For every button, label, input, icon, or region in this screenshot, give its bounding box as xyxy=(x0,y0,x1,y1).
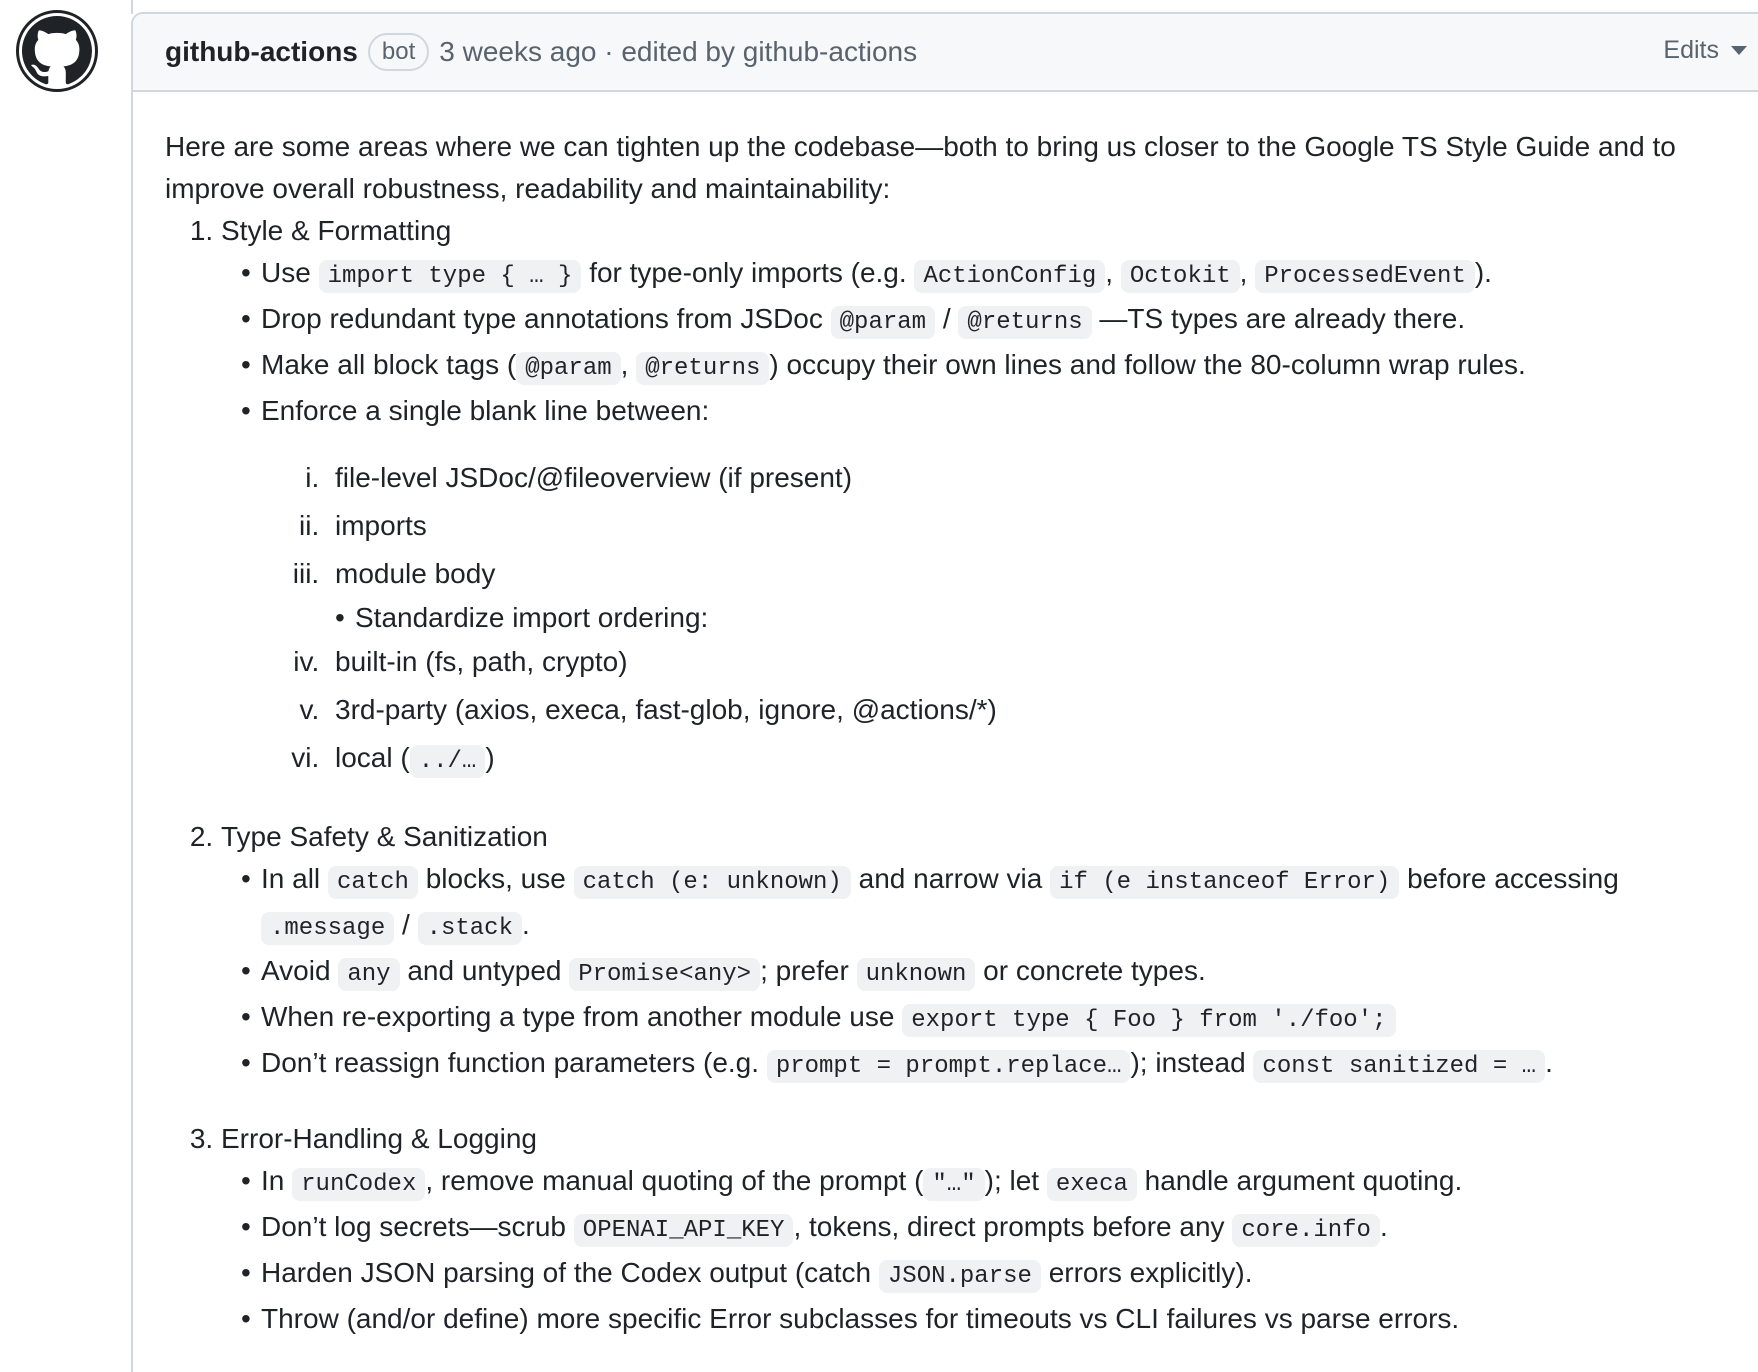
caret-down-icon xyxy=(1731,46,1747,55)
list-item xyxy=(241,1252,1751,1298)
comment-meta[interactable]: 3 weeks ago · edited by github-actions xyxy=(439,36,918,67)
avatar[interactable] xyxy=(16,10,98,92)
inline-code: catch xyxy=(328,866,418,899)
text: —TS types are already there. xyxy=(1091,303,1466,334)
section-title: 3. Error-Handling & Logging xyxy=(221,1123,537,1154)
list-item xyxy=(241,252,1751,298)
list-item: • Standardize import ordering: xyxy=(335,598,1751,638)
section-title: 2. Type Safety & Sanitization xyxy=(221,821,548,852)
text: In xyxy=(261,1165,293,1196)
list-item xyxy=(241,344,1751,390)
edits-dropdown[interactable] xyxy=(1663,36,1747,65)
text: before accessing xyxy=(1399,863,1619,894)
text: , xyxy=(1105,257,1121,288)
list-item xyxy=(241,1206,1751,1252)
bullet-list xyxy=(221,858,1751,1088)
text: and untyped xyxy=(399,955,570,986)
text: . xyxy=(1545,1047,1553,1078)
text: / xyxy=(935,303,959,334)
intro-paragraph: Here are some areas where we can tighten up the codebase—both to bring us closer to the Google TS Style Guide and to improve overall robustness, readability and maintainability: xyxy=(165,131,1676,204)
list-item xyxy=(241,858,1751,950)
inline-code: ProcessedEvent xyxy=(1255,260,1475,293)
text: Drop redundant type annotations from JSDoc xyxy=(261,303,831,334)
text: ) occupy their own lines and follow the 80-column wrap rules. xyxy=(769,349,1526,380)
section-type-safety xyxy=(221,816,1751,1088)
list-item xyxy=(241,996,1751,1042)
comment-body xyxy=(133,92,1758,1340)
text: ); instead xyxy=(1130,1047,1254,1078)
text: ; prefer xyxy=(760,955,857,986)
inline-code: unknown xyxy=(857,958,976,991)
text: or concrete types. xyxy=(975,955,1206,986)
inline-code: catch (e: unknown) xyxy=(574,866,851,899)
github-octocat-icon xyxy=(22,16,92,86)
inline-code: any xyxy=(338,958,399,991)
section-title: 1. Style & Formatting xyxy=(221,215,452,246)
text: and narrow via xyxy=(850,863,1051,894)
inline-code: execa xyxy=(1047,1168,1137,1201)
inline-code: @param xyxy=(516,352,620,385)
text: Use xyxy=(261,257,319,288)
list-item: ii. imports xyxy=(327,502,1751,550)
list-item xyxy=(241,1042,1751,1088)
inline-code: ActionConfig xyxy=(914,260,1105,293)
section-error-handling xyxy=(221,1118,1751,1340)
text: for type-only imports (e.g. xyxy=(581,257,915,288)
text: When re-exporting a type from another module use xyxy=(261,1001,903,1032)
text: In all xyxy=(261,863,328,894)
list-item: i. file-level JSDoc/@fileoverview (if present) xyxy=(327,454,1751,502)
list-item: v. 3rd-party (axios, execa, fast-glob, ignore, @actions/*) xyxy=(327,686,1751,734)
inline-code: import type { … } xyxy=(319,260,582,293)
list-item: • Throw (and/or define) more specific Error subclasses for timeouts vs CLI failures vs parse errors. xyxy=(241,1298,1751,1340)
inline-code: const sanitized = … xyxy=(1253,1050,1545,1083)
text: , xyxy=(1239,257,1256,288)
text: Harden JSON parsing of the Codex output (catch xyxy=(261,1257,879,1288)
text: handle argument quoting. xyxy=(1136,1165,1463,1196)
bot-badge: bot xyxy=(368,33,429,71)
inline-code: OPENAI_API_KEY xyxy=(574,1214,794,1247)
list-item xyxy=(327,550,1751,638)
text: Don’t log secrets—scrub xyxy=(261,1211,574,1242)
inline-code: .stack xyxy=(418,912,522,945)
text: , xyxy=(620,349,637,380)
list-item xyxy=(241,390,1751,786)
inline-code: ../… xyxy=(410,745,486,778)
text: Avoid xyxy=(261,955,339,986)
text: ) xyxy=(485,742,495,773)
inline-code: @param xyxy=(831,306,935,339)
inline-code: "…" xyxy=(923,1168,984,1201)
bullet-list xyxy=(221,1160,1751,1340)
list-item: iv. built-in (fs, path, crypto) xyxy=(327,638,1751,686)
text: module body xyxy=(335,558,496,589)
inline-code: if (e instanceof Error) xyxy=(1050,866,1399,899)
bullet-list xyxy=(221,252,1751,786)
inline-code: @returns xyxy=(958,306,1091,339)
text: Don’t reassign function parameters (e.g. xyxy=(261,1047,767,1078)
comment-box xyxy=(131,12,1758,1372)
inline-code: export type { Foo } from './foo'; xyxy=(902,1004,1395,1037)
text: errors explicitly). xyxy=(1040,1257,1253,1288)
text: Enforce a single blank line between: xyxy=(261,395,710,426)
text: Make all block tags ( xyxy=(261,349,517,380)
list-item xyxy=(241,298,1751,344)
list-item xyxy=(241,950,1751,996)
text: ); let xyxy=(984,1165,1047,1196)
inline-code: JSON.parse xyxy=(879,1260,1041,1293)
nested-bullet-list xyxy=(335,598,1751,638)
author-link[interactable]: github-actions xyxy=(165,36,358,67)
inline-code: prompt = prompt.replace… xyxy=(767,1050,1131,1083)
text: / xyxy=(394,909,418,940)
text: . xyxy=(521,909,530,940)
inline-code: core.info xyxy=(1232,1214,1380,1247)
comment-header xyxy=(133,14,1758,92)
section-style-formatting xyxy=(221,210,1751,786)
text: , tokens, direct prompts before any xyxy=(793,1211,1233,1242)
inline-code: .message xyxy=(261,912,394,945)
text: ). xyxy=(1474,257,1492,288)
timeline-line xyxy=(131,0,133,14)
text: blocks, use xyxy=(417,863,574,894)
text: . xyxy=(1379,1211,1388,1242)
roman-list xyxy=(261,454,1751,786)
text: , remove manual quoting of the prompt ( xyxy=(425,1165,924,1196)
list-item xyxy=(241,1160,1751,1206)
sections-list xyxy=(165,210,1751,1340)
inline-code: runCodex xyxy=(292,1168,425,1201)
inline-code: Octokit xyxy=(1121,260,1240,293)
edits-label: Edits xyxy=(1663,36,1719,64)
inline-code: @returns xyxy=(636,352,769,385)
list-item xyxy=(327,734,1751,786)
inline-code: Promise<any> xyxy=(569,958,760,991)
text: local ( xyxy=(335,742,410,773)
